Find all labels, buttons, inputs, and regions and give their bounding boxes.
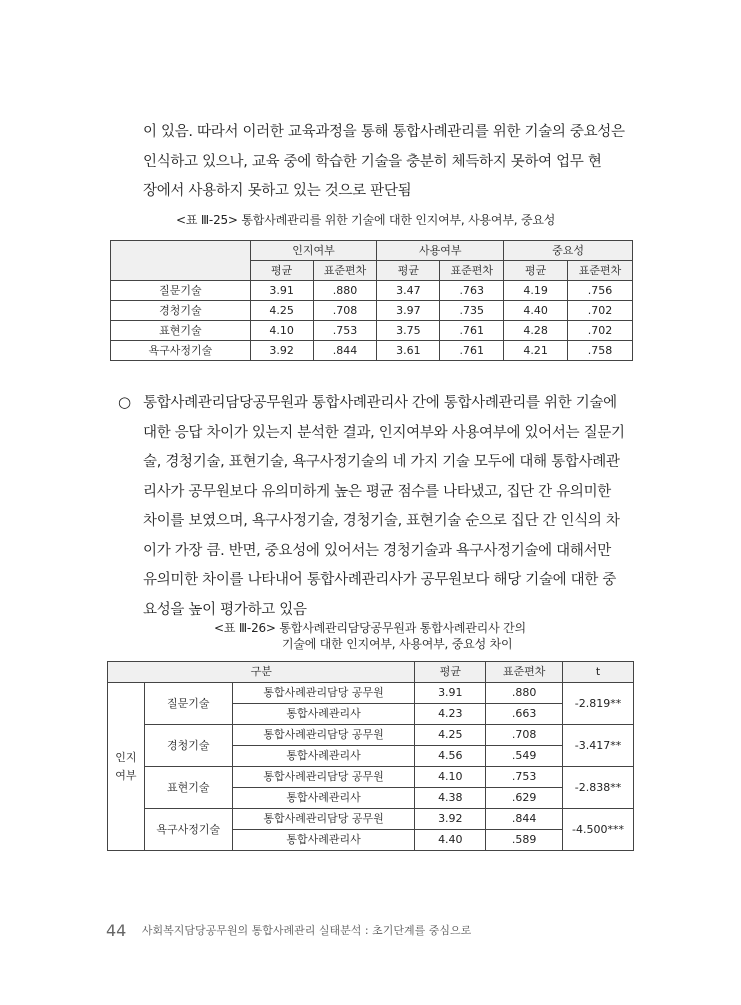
bullet-circle: ○: [118, 393, 132, 411]
text-line: 유의미한 차이를 나타내어 통합사례관리사가 공무원보다 해당 기술에 대한 중: [143, 572, 617, 588]
skill-label: 표현기술: [144, 767, 232, 809]
row-label: 욕구사정기술: [111, 341, 251, 361]
group-name: 통합사례관리사: [232, 746, 415, 767]
cell-t: -3.417**: [563, 725, 634, 767]
cell: .735: [440, 301, 504, 321]
cell: .702: [568, 301, 633, 321]
skill-label: 욕구사정기술: [144, 809, 232, 851]
header-mean: 평균: [415, 662, 486, 683]
group-name: 통합사례관리담당 공무원: [232, 767, 415, 788]
table-row: [111, 281, 633, 301]
text-line: 요성을 높이 평가하고 있음: [143, 601, 307, 618]
table-26-caption-line-1: <표 Ⅲ-26> 통합사례관리담당공무원과 통합사례관리사 간의: [214, 621, 526, 635]
subheader: 평균: [377, 261, 440, 281]
cell: 4.21: [504, 341, 568, 361]
cell-mean: 4.38: [415, 788, 486, 809]
group-name: 통합사례관리사: [232, 704, 415, 725]
table-25: [110, 240, 633, 361]
skill-label: 질문기술: [144, 683, 232, 725]
cell-mean: 4.40: [415, 830, 486, 851]
cell: .753: [313, 321, 377, 341]
cell-mean: 4.23: [415, 704, 486, 725]
subheader: 평균: [504, 261, 568, 281]
page-number: 44: [106, 921, 127, 940]
subheader: 표준편차: [440, 261, 504, 281]
table-row: [108, 683, 634, 704]
subheader: 표준편차: [568, 261, 633, 281]
row-label: 표현기술: [111, 321, 251, 341]
cell-sd: .708: [486, 725, 563, 746]
table-row: [111, 321, 633, 341]
cell-sd: .663: [486, 704, 563, 725]
group-name: 통합사례관리담당 공무원: [232, 683, 415, 704]
group-name: 통합사례관리담당 공무원: [232, 725, 415, 746]
group-header: 인지여부: [250, 241, 377, 261]
cell: 4.25: [250, 301, 313, 321]
cell: 4.28: [504, 321, 568, 341]
row-label: 질문기술: [111, 281, 251, 301]
cell-mean: 3.91: [415, 683, 486, 704]
cell: 3.91: [250, 281, 313, 301]
table-row: [108, 767, 634, 788]
cell-sd: .629: [486, 788, 563, 809]
text-line: 리사가 공무원보다 유의미하게 높은 평균 점수를 나타냈고, 집단 간 유의미한: [143, 483, 612, 500]
cell: .708: [313, 301, 377, 321]
header-category: 구분: [108, 662, 415, 683]
row-label: 경청기술: [111, 301, 251, 321]
table-25-caption: <표 Ⅲ-25> 통합사례관리를 위한 기술에 대한 인지여부, 사용여부, 중요성: [176, 213, 556, 227]
corner-cell: [111, 241, 251, 281]
cell: .761: [440, 321, 504, 341]
cell-mean: 4.56: [415, 746, 486, 767]
header-sd: 표준편차: [486, 662, 563, 683]
text-line: 이가 가장 큼. 반면, 중요성에 있어서는 경청기술과 욕구사정기술에 대해서만: [143, 542, 612, 559]
table-26-caption-line-2: 기술에 대한 인지여부, 사용여부, 중요성 차이: [282, 637, 513, 651]
cell-sd: .880: [486, 683, 563, 704]
subheader: 표준편차: [313, 261, 377, 281]
page-footer: [106, 921, 471, 940]
table-row: [108, 725, 634, 746]
subheader: 평균: [250, 261, 313, 281]
cell-mean: 4.25: [415, 725, 486, 746]
cell: 3.97: [377, 301, 440, 321]
cell: .761: [440, 341, 504, 361]
skill-label: 경청기술: [144, 725, 232, 767]
cell: .758: [568, 341, 633, 361]
cell: .880: [313, 281, 377, 301]
running-title: 사회복지담당공무원의 통합사례관리 실태분석 : 초기단계를 중심으로: [141, 924, 472, 937]
group-header: 사용여부: [377, 241, 504, 261]
cell-t: -2.838**: [563, 767, 634, 809]
cell: 3.92: [250, 341, 313, 361]
text-line: 통합사례관리담당공무원과 통합사례관리사 간에 통합사례관리를 위한 기술에: [143, 395, 617, 411]
table-row: [108, 809, 634, 830]
cell: 4.40: [504, 301, 568, 321]
text-line: 이 있음. 따라서 이러한 교육과정을 통해 통합사례관리를 위한 기술의 중요성은: [143, 124, 625, 140]
cell-sd: .589: [486, 830, 563, 851]
table-row: [111, 341, 633, 361]
group-header: 중요성: [504, 241, 633, 261]
group-name: 통합사례관리사: [232, 830, 415, 851]
group-name: 통합사례관리담당 공무원: [232, 809, 415, 830]
cell-t: -4.500***: [563, 809, 634, 851]
cell-sd: .844: [486, 809, 563, 830]
group-name: 통합사례관리사: [232, 788, 415, 809]
cell: .844: [313, 341, 377, 361]
cell: .702: [568, 321, 633, 341]
cell-mean: 3.92: [415, 809, 486, 830]
cell: 4.19: [504, 281, 568, 301]
text-line: 장에서 사용하지 못하고 있는 것으로 판단됨: [143, 183, 412, 199]
body-paragraph-1: [143, 118, 635, 207]
text-line: 대한 응답 차이가 있는지 분석한 결과, 인지여부와 사용여부에 있어서는 질문기: [143, 424, 625, 441]
text-line: 술, 경청기술, 표현기술, 욕구사정기술의 네 가지 기술 모두에 대해 통합사례관: [143, 454, 620, 470]
cell: 3.47: [377, 281, 440, 301]
cell-t: -2.819**: [563, 683, 634, 725]
table-26: [107, 661, 634, 851]
cell-mean: 4.10: [415, 767, 486, 788]
cell-sd: .753: [486, 767, 563, 788]
header-t: t: [563, 662, 634, 683]
text-line: 차이를 보였으며, 욕구사정기술, 경청기술, 표현기술 순으로 집단 간 인식의 차: [143, 513, 620, 529]
text-line: 인식하고 있으나, 교육 중에 학습한 기술을 충분히 체득하지 못하여 업무 현: [143, 153, 602, 170]
cell: .763: [440, 281, 504, 301]
body-paragraph-2: [143, 389, 635, 625]
cell-sd: .549: [486, 746, 563, 767]
cell: 3.61: [377, 341, 440, 361]
cell: .756: [568, 281, 633, 301]
cell: 3.75: [377, 321, 440, 341]
row-group-label: 인지 여부: [108, 683, 145, 851]
table-row: [111, 301, 633, 321]
cell: 4.10: [250, 321, 313, 341]
